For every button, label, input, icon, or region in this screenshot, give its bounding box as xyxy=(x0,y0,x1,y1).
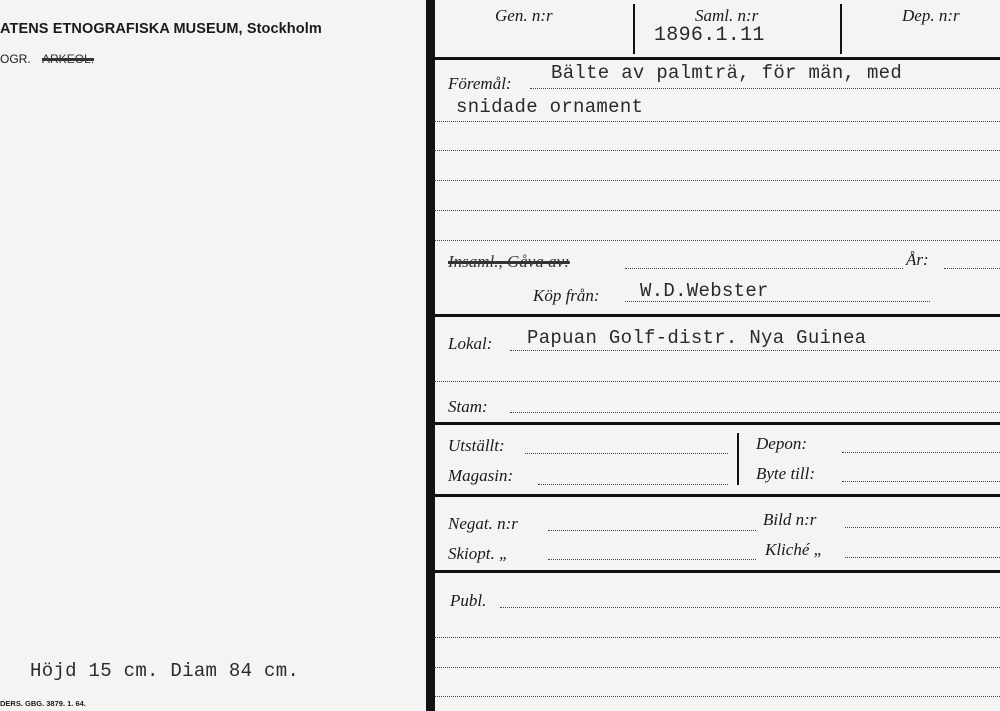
dep-label: Dep. n:r xyxy=(902,6,960,25)
department-prefix: OGR. xyxy=(0,52,31,66)
foremal-dotted-3 xyxy=(435,150,1000,151)
depon-dotted xyxy=(842,452,1000,453)
utstallt-label: Utställt: xyxy=(448,436,505,455)
lokal-label: Lokal: xyxy=(448,334,493,353)
printer-imprint: DERS. GBG. 3879. 1. 64. xyxy=(0,699,86,708)
foremal-label: Föremål: xyxy=(448,74,512,93)
rule-placement xyxy=(435,494,1000,497)
rule-acquisition xyxy=(435,314,1000,317)
header-separator-1 xyxy=(633,4,635,54)
insaml-label-struck: Insaml., Gåva av: xyxy=(448,252,570,271)
skiopt-label: Skiopt. „ xyxy=(448,544,509,563)
publ-dotted-3 xyxy=(435,667,1000,668)
publ-label: Publ. xyxy=(450,591,487,610)
rule-stam xyxy=(435,422,1000,425)
skiopt-dotted xyxy=(548,559,756,560)
placement-separator xyxy=(737,433,739,485)
negat-label: Negat. n:r xyxy=(448,514,518,533)
rule-photo xyxy=(435,570,1000,573)
ar-label: År: xyxy=(906,250,929,269)
utstallt-dotted xyxy=(525,453,728,454)
stam-dotted xyxy=(510,412,1000,413)
kop-dotted xyxy=(625,301,930,302)
foremal-line-2: snidade ornament xyxy=(456,96,644,118)
foremal-line-1: Bälte av palmträ, för män, med xyxy=(551,62,903,84)
magasin-dotted xyxy=(538,484,728,485)
foremal-dotted-6 xyxy=(435,240,1000,241)
header-separator-2 xyxy=(840,4,842,54)
kliche-label: Kliché „ xyxy=(765,540,824,559)
stam-label: Stam: xyxy=(448,397,488,416)
bild-dotted xyxy=(845,527,1000,528)
lokal-dotted-2 xyxy=(435,381,1000,382)
bild-label: Bild n:r xyxy=(763,510,817,529)
byte-dotted xyxy=(842,481,1000,482)
rule-header xyxy=(435,57,1000,60)
kliche-dotted xyxy=(845,557,1000,558)
foremal-dotted-4 xyxy=(435,180,1000,181)
ar-dotted xyxy=(944,268,1000,269)
publ-dotted-4 xyxy=(435,696,1000,697)
department-line xyxy=(0,52,94,66)
kop-label: Köp från: xyxy=(533,286,600,305)
gen-label: Gen. n:r xyxy=(495,6,553,25)
negat-dotted xyxy=(548,530,756,531)
foremal-dotted-2 xyxy=(435,121,1000,122)
lokal-dotted-1 xyxy=(510,350,1000,351)
byte-label: Byte till: xyxy=(756,464,816,483)
lokal-value: Papuan Golf-distr. Nya Guinea xyxy=(527,327,867,349)
insaml-dotted xyxy=(625,268,903,269)
museum-header xyxy=(0,21,322,37)
museum-city: Stockholm xyxy=(246,21,322,37)
depon-label: Depon: xyxy=(756,434,807,453)
struck-department: ARKEOL. xyxy=(42,52,95,66)
publ-dotted-2 xyxy=(435,637,1000,638)
foremal-dotted-1 xyxy=(530,88,1000,89)
dimensions-note: Höjd 15 cm. Diam 84 cm. xyxy=(30,660,300,682)
foremal-dotted-5 xyxy=(435,210,1000,211)
kop-value: W.D.Webster xyxy=(640,280,769,302)
saml-label: Saml. n:r xyxy=(695,6,759,25)
saml-value: 1896.1.11 xyxy=(654,24,765,47)
publ-dotted-1 xyxy=(500,607,1000,608)
card-divider xyxy=(426,0,435,711)
museum-name: ATENS ETNOGRAFISKA MUSEUM, xyxy=(0,21,243,37)
magasin-label: Magasin: xyxy=(448,466,514,485)
